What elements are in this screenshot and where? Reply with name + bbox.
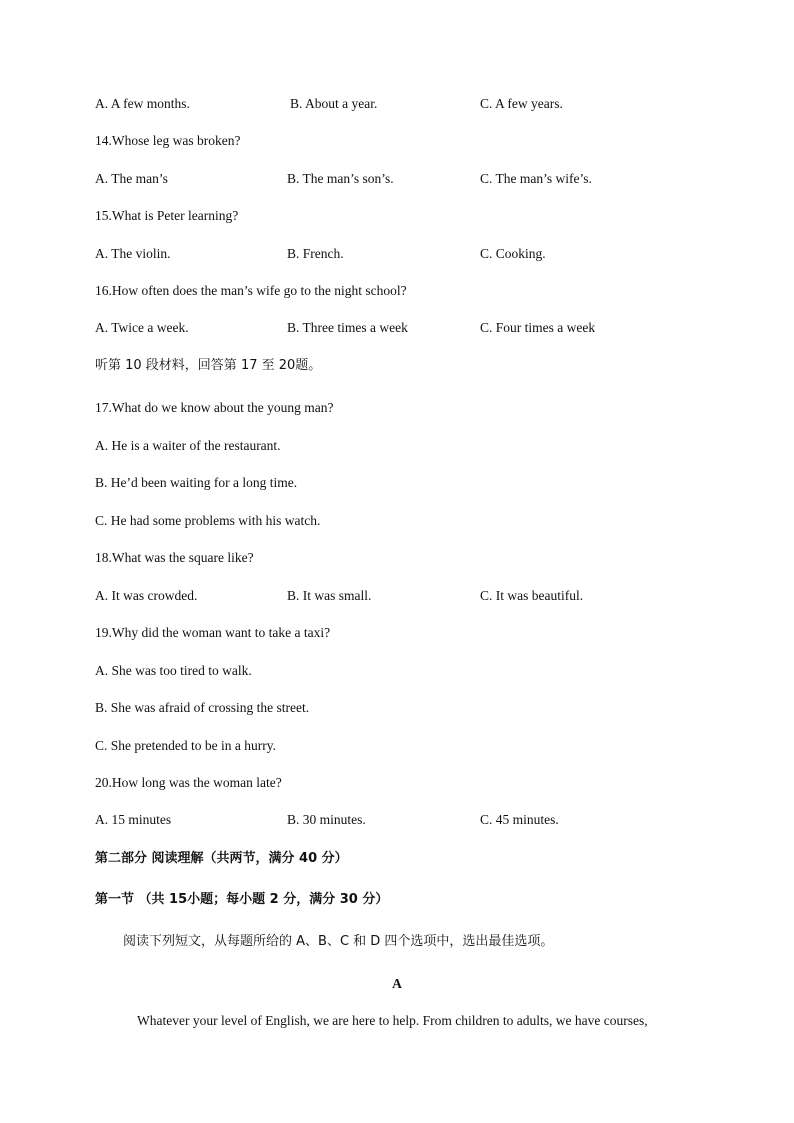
q15-option-b: B. French. [287, 246, 344, 261]
q18-option-a: A. It was crowded. [95, 588, 198, 603]
q18-option-b: B. It was small. [287, 588, 372, 603]
q14-stem: 14.Whose leg was broken? [95, 133, 241, 148]
q17-option-b: B. He’d been waiting for a long time. [95, 475, 298, 490]
q20-option-c: C. 45 minutes. [480, 812, 559, 827]
part-2-heading: 第二部分 阅读理解（共两节，满分 40 分） [95, 851, 348, 866]
q20-option-b: B. 30 minutes. [287, 812, 366, 827]
section-1-heading: 第一节 （共 15小题；每小题 2 分，满分 30 分） [95, 892, 389, 907]
q19-option-a: A. She was too tired to walk. [95, 663, 252, 678]
reading-instruction: 阅读下列短文，从每题所给的 A、B、C 和 D 四个选项中，选出最佳选项。 [123, 934, 554, 949]
section-10-instruction: 听第 10 段材料，回答第 17 至 20题。 [95, 358, 322, 373]
q18-option-c: C. It was beautiful. [480, 588, 584, 603]
q20-stem: 20.How long was the woman late? [95, 775, 282, 790]
q17-option-a: A. He is a waiter of the restaurant. [95, 438, 281, 453]
q16-option-a: A. Twice a week. [95, 320, 189, 335]
q19-option-b: B. She was afraid of crossing the street. [95, 700, 310, 715]
q18-stem: 18.What was the square like? [95, 550, 254, 565]
q16-option-c: C. Four times a week [480, 320, 596, 335]
q19-stem: 19.Why did the woman want to take a taxi? [95, 625, 331, 640]
q19-option-c: C. She pretended to be in a hurry. [95, 738, 276, 753]
passage-title: A [392, 976, 402, 991]
q17-option-c: C. He had some problems with his watch. [95, 513, 321, 528]
q15-option-a: A. The violin. [95, 246, 171, 261]
q14-option-a: A. The man’s [95, 171, 168, 186]
q16-stem: 16.How often does the man’s wife go to the night school? [95, 283, 407, 298]
q14-option-b: B. The man’s son’s. [287, 171, 394, 186]
q17-stem: 17.What do we know about the young man? [95, 400, 334, 415]
q13-option-a: A. A few months. [95, 96, 190, 111]
q13-option-b: B. About a year. [290, 96, 378, 111]
q13-option-c: C. A few years. [480, 96, 563, 111]
q14-option-c: C. The man’s wife’s. [480, 171, 592, 186]
passage-text: Whatever your level of English, we are here to help. From children to adults, we have courses, [137, 1013, 648, 1028]
q20-option-a: A. 15 minutes [95, 812, 172, 827]
q15-stem: 15.What is Peter learning? [95, 208, 239, 223]
q15-option-c: C. Cooking. [480, 246, 546, 261]
q16-option-b: B. Three times a week [287, 320, 408, 335]
